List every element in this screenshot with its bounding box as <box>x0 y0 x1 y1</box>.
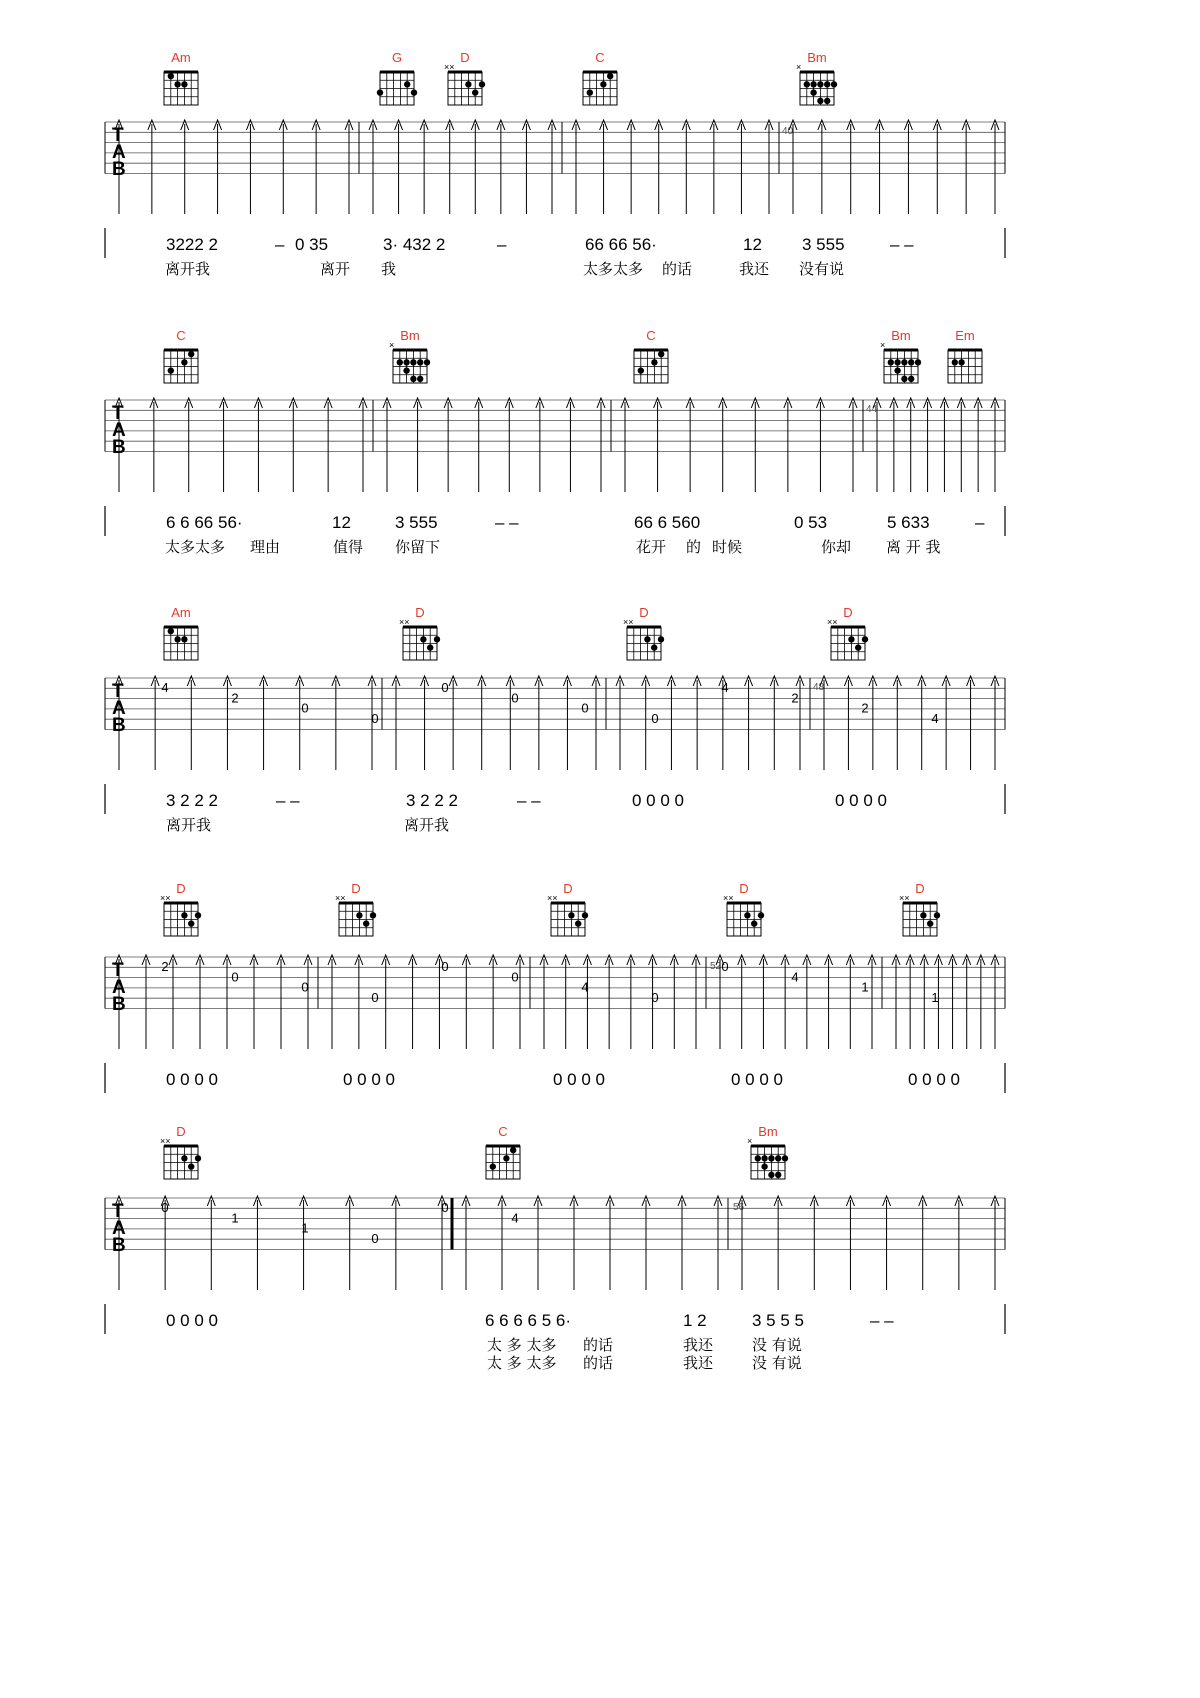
lyric-text: 的 <box>686 538 702 556</box>
lyric-text: 我还 <box>739 260 770 278</box>
chord-dot <box>410 376 416 382</box>
chord-diagram-d <box>399 605 440 660</box>
lyric-text: 的话 <box>662 260 693 278</box>
jianpu-notes: – <box>497 235 507 254</box>
jianpu-notes: 6 6 66 56· <box>166 513 243 532</box>
tab-clef-t: T <box>112 125 124 146</box>
fret-number: 4 <box>511 1210 519 1226</box>
chord-name: Am <box>171 605 191 620</box>
jianpu-notes: 0 0 0 0 <box>731 1070 783 1089</box>
chord-dot <box>490 1163 496 1169</box>
chord-diagram-am <box>164 50 198 105</box>
chord-dot <box>934 912 940 918</box>
chord-dot <box>181 912 187 918</box>
lyric-text: 太多太多 <box>583 260 644 278</box>
lyric-text: 值得 <box>333 538 364 556</box>
chord-dot <box>420 636 426 642</box>
lyric-text: 没有说 <box>799 260 845 278</box>
chord-dot <box>582 912 588 918</box>
chord-dot <box>658 636 664 642</box>
chord-dot <box>831 81 837 87</box>
chord-name: D <box>915 881 925 896</box>
chord-dot <box>181 81 187 87</box>
chord-diagram-bm <box>880 328 921 383</box>
jianpu-notes: 6 6 6 6 5 6· <box>485 1311 572 1330</box>
chord-name: C <box>176 328 186 343</box>
tab-clef-a: A <box>112 698 126 719</box>
chord-name: D <box>176 881 186 896</box>
lyric-text: 我 <box>381 260 397 278</box>
chord-dot <box>168 628 174 634</box>
lyric-text-second-verse: 的话 <box>583 1354 614 1372</box>
chord-diagram-d <box>623 605 664 660</box>
muted-strings-marker: ×× <box>723 893 734 903</box>
chord-dot <box>775 1155 781 1161</box>
jianpu-notes: 3· 432 2 <box>383 235 446 254</box>
chord-diagram-d <box>444 50 485 105</box>
chord-diagram-bm <box>747 1124 788 1179</box>
tab-staff <box>105 678 1005 736</box>
muted-strings-marker: ×× <box>827 617 838 627</box>
fret-number: 0 <box>301 979 309 995</box>
chord-dot <box>403 367 409 373</box>
jianpu-notes: 0 0 0 0 <box>632 791 684 810</box>
strum-marks <box>115 955 999 1049</box>
chord-diagram-d <box>899 881 940 936</box>
chord-name: D <box>739 881 749 896</box>
chord-dot <box>417 376 423 382</box>
chord-diagram-am <box>164 605 198 660</box>
lyric-text: 离开我 <box>165 260 211 278</box>
chord-name: D <box>176 1124 186 1139</box>
muted-strings-marker: ×× <box>160 1136 171 1146</box>
measure-number: 52 <box>710 961 722 972</box>
fret-number: 0 <box>441 680 449 695</box>
chord-dot <box>927 920 933 926</box>
jianpu-notes: 0 0 0 0 <box>835 791 887 810</box>
lyric-text-second-verse: 我还 <box>683 1354 714 1372</box>
chord-dot <box>782 1155 788 1161</box>
tab-staff <box>105 122 1005 180</box>
lyric-text: 时候 <box>712 538 743 556</box>
chord-dot <box>651 359 657 365</box>
lyric-text: 太 多 太多 <box>487 1336 557 1354</box>
fret-number: 0 <box>441 959 449 974</box>
chord-dot <box>901 359 907 365</box>
jianpu-notes: 3 2 2 2 <box>406 791 458 810</box>
jianpu-notes: 0 0 0 0 <box>343 1070 395 1089</box>
chord-diagram-d <box>547 881 588 936</box>
jianpu-notes: 0 0 0 0 <box>908 1070 960 1089</box>
tab-clef-t: T <box>112 403 124 424</box>
jianpu-notes: 3 2 2 2 <box>166 791 218 810</box>
chord-diagram-c <box>583 50 617 105</box>
chord-dot <box>181 359 187 365</box>
chord-dot <box>479 81 485 87</box>
chord-dot <box>855 644 861 650</box>
muted-strings-marker: ×× <box>160 893 171 903</box>
chord-dot <box>658 351 664 357</box>
chord-name: Bm <box>758 1124 778 1139</box>
lyric-text: 离 开 我 <box>886 538 941 556</box>
chord-name: C <box>595 50 605 65</box>
jianpu-notes: 0 53 <box>794 513 828 532</box>
fret-number: 0 <box>371 989 379 1005</box>
fret-number: 2 <box>161 959 169 974</box>
measure-number: 48 <box>813 682 825 693</box>
chord-diagram-bm <box>796 50 837 105</box>
fret-number: 2 <box>861 700 869 716</box>
fret-number: 0 <box>651 710 659 726</box>
chord-dot <box>848 636 854 642</box>
lyric-text: 我还 <box>683 1336 714 1354</box>
fret-number: 2 <box>231 690 239 706</box>
fret-number: 0 <box>231 969 239 985</box>
chord-dot <box>188 1163 194 1169</box>
chord-dot <box>768 1155 774 1161</box>
chord-dot <box>587 89 593 95</box>
fret-number: 4 <box>581 979 589 995</box>
jianpu-notes: 12 <box>332 513 351 532</box>
tab-clef-a: A <box>112 142 126 163</box>
chord-dot <box>356 912 362 918</box>
chord-dot <box>894 359 900 365</box>
muted-strings-marker: ×× <box>547 893 558 903</box>
fret-number: 0 <box>371 710 379 726</box>
chord-dot <box>465 81 471 87</box>
tab-clef-t: T <box>112 1201 124 1222</box>
lyric-text: 离开我 <box>404 816 450 834</box>
chord-dot <box>901 376 907 382</box>
lyric-text: 没 有说 <box>752 1336 802 1354</box>
lyric-text: 你留下 <box>395 538 441 556</box>
chord-diagram-c <box>486 1124 520 1179</box>
chord-dot <box>410 359 416 365</box>
muted-strings-marker: ×× <box>899 893 910 903</box>
chord-dot <box>181 1155 187 1161</box>
fret-number: 4 <box>161 680 169 695</box>
chord-dot <box>363 920 369 926</box>
jianpu-notes: 3 555 <box>395 513 438 532</box>
chord-name: D <box>460 50 470 65</box>
jianpu-notes: – <box>275 235 285 254</box>
chord-dot <box>195 1155 201 1161</box>
chord-dot <box>804 81 810 87</box>
chord-diagram-d <box>723 881 764 936</box>
chord-diagram-bm <box>389 328 430 383</box>
jianpu-notes: 0 0 0 0 <box>166 1070 218 1089</box>
chord-dot <box>503 1155 509 1161</box>
tab-clef-t: T <box>112 681 124 702</box>
chord-name: Em <box>955 328 975 343</box>
jianpu-notes: 3222 2 <box>166 235 218 254</box>
jianpu-notes: 66 6 560 <box>634 513 701 532</box>
chord-dot <box>751 920 757 926</box>
jianpu-notes: 66 66 56· <box>585 235 657 254</box>
fret-number: 4 <box>791 969 799 985</box>
jianpu-notes: – – <box>495 513 519 532</box>
jianpu-notes: – – <box>890 235 914 254</box>
chord-dot <box>575 920 581 926</box>
fret-number: 0 <box>161 1200 169 1215</box>
chord-dot <box>758 912 764 918</box>
tab-clef-b: B <box>112 715 126 736</box>
fret-number: 0 <box>651 989 659 1005</box>
tab-staff <box>105 957 1005 1015</box>
chord-dot <box>768 1172 774 1178</box>
chord-dot <box>168 367 174 373</box>
muted-strings-marker: ×× <box>335 893 346 903</box>
measure-number: 56 <box>733 1202 745 1213</box>
chord-name: D <box>351 881 361 896</box>
chord-dot <box>195 912 201 918</box>
strum-marks <box>115 676 999 770</box>
chord-dot <box>915 359 921 365</box>
chord-diagram-c <box>164 328 198 383</box>
chord-dot <box>888 359 894 365</box>
muted-strings-marker: × <box>747 1136 753 1146</box>
chord-dot <box>908 376 914 382</box>
tab-clef-a: A <box>112 1218 126 1239</box>
chord-diagram-c <box>634 328 668 383</box>
jianpu-notes: 3 5 5 5 <box>752 1311 804 1330</box>
lyric-text: 花开 <box>636 538 667 556</box>
chord-dot <box>370 912 376 918</box>
fret-number: 1 <box>231 1210 239 1226</box>
chord-dot <box>920 912 926 918</box>
tab-clef-t: T <box>112 960 124 981</box>
chord-dot <box>397 359 403 365</box>
lyric-text-second-verse: 太 多 太多 <box>487 1354 557 1372</box>
chord-name: G <box>391 50 403 65</box>
chord-dot <box>404 81 410 87</box>
chord-dot <box>188 351 194 357</box>
fret-number: 2 <box>791 690 799 706</box>
chord-diagram-g <box>377 50 417 105</box>
lyric-text: 你却 <box>821 538 852 556</box>
chord-diagram-d <box>335 881 376 936</box>
tab-clef-b: B <box>112 994 126 1015</box>
chord-dot <box>908 359 914 365</box>
measure-number: 40 <box>782 126 794 137</box>
muted-strings-marker: ×× <box>444 62 455 72</box>
fret-number: 0 <box>371 1230 379 1246</box>
jianpu-notes: 5 633 <box>887 513 930 532</box>
chord-diagram-d <box>827 605 868 660</box>
chord-dot <box>188 920 194 926</box>
chord-dot <box>472 89 478 95</box>
strum-marks <box>115 1196 999 1290</box>
chord-dot <box>824 81 830 87</box>
jianpu-notes: 1 2 <box>683 1311 707 1330</box>
chord-dot <box>638 367 644 373</box>
fret-number: 0 <box>721 959 729 974</box>
chord-dot <box>607 73 613 79</box>
fret-number: 1 <box>931 989 939 1005</box>
chord-dot <box>810 81 816 87</box>
jianpu-notes: 3 555 <box>802 235 845 254</box>
fret-number: 0 <box>441 1200 449 1215</box>
fret-number: 1 <box>301 1220 309 1236</box>
chord-dot <box>417 359 423 365</box>
fret-number: 0 <box>511 690 519 706</box>
fret-number: 4 <box>721 680 729 695</box>
chord-dot <box>600 81 606 87</box>
jianpu-notes: – – <box>276 791 300 810</box>
chord-dot <box>775 1172 781 1178</box>
tab-clef-b: B <box>112 159 126 180</box>
chord-dot <box>168 73 174 79</box>
fret-number: 0 <box>581 700 589 716</box>
fret-number: 4 <box>931 710 939 726</box>
chord-name: D <box>843 605 853 620</box>
chord-dot <box>744 912 750 918</box>
chord-dot <box>427 644 433 650</box>
jianpu-notes: 0 0 0 0 <box>166 1311 218 1330</box>
tab-staff <box>105 1198 1005 1256</box>
chord-dot <box>894 367 900 373</box>
chord-name: C <box>498 1124 508 1139</box>
tab-clef-b: B <box>112 1235 126 1256</box>
chord-dot <box>174 81 180 87</box>
muted-strings-marker: × <box>389 340 395 350</box>
muted-strings-marker: × <box>880 340 886 350</box>
tab-clef-a: A <box>112 420 126 441</box>
lyric-text: 离开 <box>320 260 351 278</box>
chord-dot <box>181 636 187 642</box>
chord-name: D <box>563 881 573 896</box>
chord-dot <box>644 636 650 642</box>
chord-dot <box>952 359 958 365</box>
chord-dot <box>761 1163 767 1169</box>
chord-dot <box>651 644 657 650</box>
strum-marks <box>115 120 999 214</box>
jianpu-notes: – – <box>517 791 541 810</box>
jianpu-notes: 0 0 0 0 <box>553 1070 605 1089</box>
jianpu-notes: – – <box>870 1311 894 1330</box>
lyric-text: 太多太多 <box>165 538 226 556</box>
jianpu-notes: – <box>975 513 985 532</box>
chord-dot <box>817 81 823 87</box>
chord-diagram-em <box>948 328 982 383</box>
muted-strings-marker: ×× <box>623 617 634 627</box>
chord-dot <box>377 89 383 95</box>
chord-diagram-d <box>160 1124 201 1179</box>
fret-number: 0 <box>301 700 309 716</box>
fret-number: 0 <box>511 969 519 985</box>
chord-dot <box>174 636 180 642</box>
chord-dot <box>403 359 409 365</box>
chord-diagram-d <box>160 881 201 936</box>
chord-dot <box>862 636 868 642</box>
chord-name: Bm <box>891 328 911 343</box>
lyric-text: 的话 <box>583 1336 614 1354</box>
chord-name: Bm <box>400 328 420 343</box>
lyric-text: 理由 <box>250 538 281 556</box>
chord-dot <box>510 1147 516 1153</box>
chord-dot <box>411 89 417 95</box>
chord-dot <box>824 98 830 104</box>
measure-number: 44 <box>866 404 878 415</box>
chord-dot <box>568 912 574 918</box>
chord-dot <box>755 1155 761 1161</box>
chord-dot <box>810 89 816 95</box>
chord-dot <box>761 1155 767 1161</box>
muted-strings-marker: ×× <box>399 617 410 627</box>
chord-dot <box>817 98 823 104</box>
chord-dot <box>424 359 430 365</box>
tab-clef-b: B <box>112 437 126 458</box>
fret-number: 1 <box>861 979 869 995</box>
lyric-text-second-verse: 没 有说 <box>752 1354 802 1372</box>
chord-name: Bm <box>807 50 827 65</box>
jianpu-notes: 12 <box>743 235 762 254</box>
tab-clef-a: A <box>112 977 126 998</box>
muted-strings-marker: × <box>796 62 802 72</box>
chord-name: D <box>415 605 425 620</box>
chord-dot <box>434 636 440 642</box>
chord-name: C <box>646 328 656 343</box>
chord-name: Am <box>171 50 191 65</box>
chord-name: D <box>639 605 649 620</box>
lyric-text: 离开我 <box>166 816 212 834</box>
chord-dot <box>958 359 964 365</box>
jianpu-notes: 0 35 <box>295 235 329 254</box>
